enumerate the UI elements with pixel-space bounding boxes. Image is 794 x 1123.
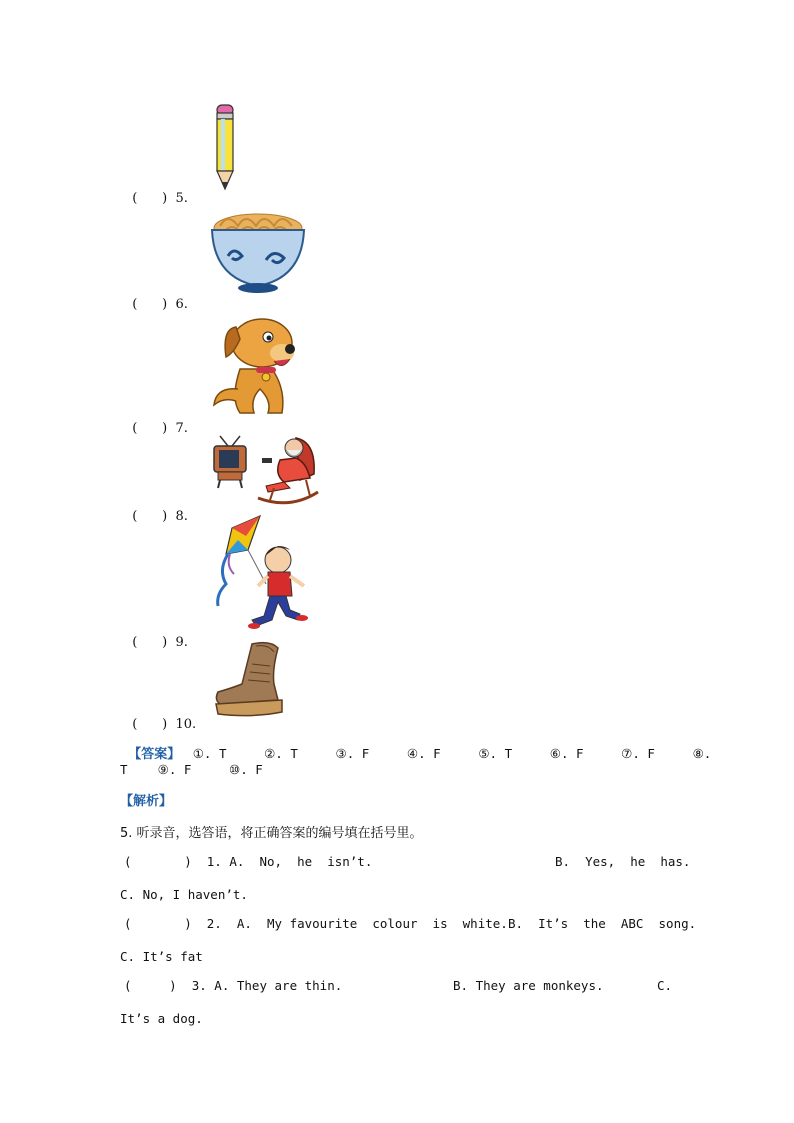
item-number: 10. [175,717,197,732]
answer-bracket[interactable]: ( ) [132,717,168,732]
answer-line-1 [120,728,711,762]
boy-flying-kite-icon [212,514,316,634]
item-number: 5. [175,191,188,206]
item-9 [124,620,188,650]
dog-icon [210,309,296,419]
q3-option-a[interactable]: ( ) 3. A. They are thin. [124,978,343,993]
q1-option-c[interactable]: C. No, I haven’t. [120,887,248,902]
noodle-bowl-icon [210,206,306,296]
answer-list: ①. T ②. T ③. F ④. F ⑤. T ⑥. F ⑦. F ⑧. [192,746,712,761]
pencil-icon [212,103,238,191]
boot-icon [212,640,284,720]
item-number: 9. [175,635,188,650]
item-number: 8. [175,509,188,524]
q2-option-b[interactable]: B. It’s the ABC song. [508,916,697,931]
answer-line-2: T ⑨. F ⑩. F [120,762,263,777]
answer-bracket[interactable]: ( ) [132,509,168,524]
item-8 [124,494,188,524]
item-number: 6. [175,297,188,312]
answer-bracket[interactable]: ( ) [132,635,168,650]
q2-option-c[interactable]: C. It’s fat [120,949,203,964]
q3-option-c-text: It’s a dog. [120,1011,203,1026]
answer-bracket[interactable]: ( ) [132,191,168,206]
item-5 [124,176,188,206]
q3-option-c[interactable]: C. [657,978,673,993]
analysis-label: 【解析】 [120,794,173,809]
grandpa-watching-tv-icon [210,434,322,510]
q1-option-b[interactable]: B. Yes, he has. [555,854,691,869]
answer-label: 【答案】 [128,747,181,762]
item-6 [124,282,188,312]
item-7 [124,406,188,436]
question-5-instruction: 5. 听录音，选答语，将正确答案的编号填在括号里。 [120,826,423,841]
q2-option-a[interactable]: ( ) 2. A. My favourite colour is white. [124,916,508,931]
answer-bracket[interactable]: ( ) [132,297,168,312]
answer-bracket[interactable]: ( ) [132,421,168,436]
q3-option-b[interactable]: B. They are monkeys. [453,978,604,993]
item-number: 7. [175,421,188,436]
q1-option-a[interactable]: ( ) 1. A. No, he isn’t. [124,854,373,869]
